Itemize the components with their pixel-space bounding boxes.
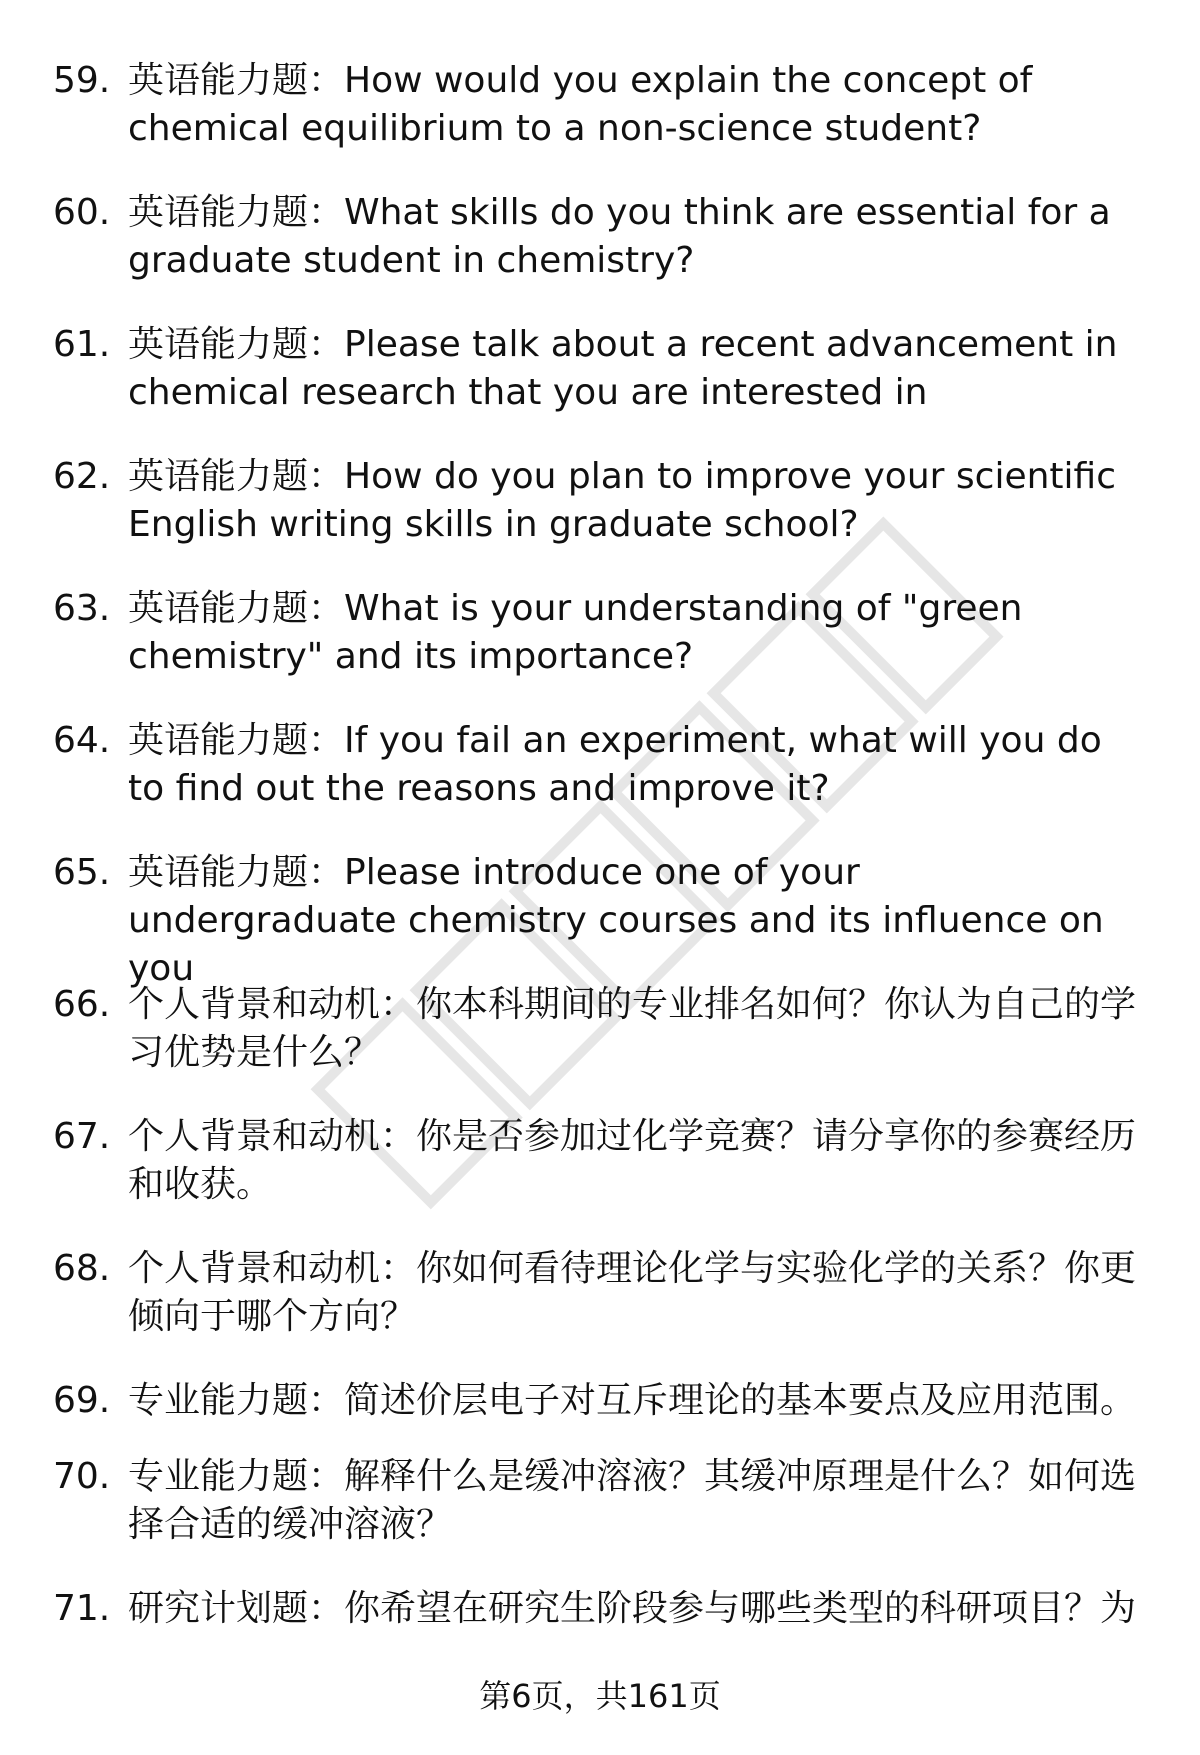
question-number: 67. [53,1116,111,1157]
question-item [0,1377,1200,1453]
question-item [0,1245,1200,1377]
question-number: 70. [53,1456,111,1497]
question-text: 专业能力题：简述价层电子对互斥理论的基本要点及应用范围。 [128,1380,1137,1421]
question-item [0,717,1200,849]
question-number: 62. [53,456,111,497]
question-number: 63. [53,588,111,629]
question-text: 英语能力题：Please talk about a recent advancement in chemical research that you are interested in [128,324,1118,413]
question-item [0,453,1200,585]
question-text: 个人背景和动机：你本科期间的专业排名如何？你认为自己的学习优势是什么？ [128,984,1137,1073]
question-number: 61. [53,324,111,365]
question-list [0,57,1200,1645]
question-text: 英语能力题：What is your understanding of "green chemistry" and its importance? [128,588,1023,677]
question-text: 英语能力题：If you fail an experiment, what will you do to find out the reasons and improve it? [128,720,1102,809]
question-text: 个人背景和动机：你是否参加过化学竞赛？请分享你的参赛经历和收获。 [128,1116,1137,1205]
question-number: 65. [53,852,111,893]
question-text: 英语能力题：How would you explain the concept of chemical equilibrium to a non-science student? [128,60,1033,149]
page-footer: 第6页，共161页 [479,1677,721,1715]
question-number: 59. [53,60,111,101]
question-item [0,585,1200,717]
question-number: 68. [53,1248,111,1289]
question-item [0,57,1200,189]
question-item [0,321,1200,453]
question-item [0,849,1200,989]
question-text: 英语能力题：How do you plan to improve your scientific English writing skills in graduate school? [128,456,1116,545]
question-item [0,1585,1200,1645]
question-text: 英语能力题：Please introduce one of your undergraduate chemistry courses and its influence on you [128,852,1104,989]
question-number: 69. [53,1380,111,1421]
question-number: 60. [53,192,111,233]
question-item [0,981,1200,1113]
question-text: 专业能力题：解释什么是缓冲溶液？其缓冲原理是什么？如何选择合适的缓冲溶液？ [128,1456,1137,1545]
question-number: 71. [53,1588,111,1629]
question-text: 个人背景和动机：你如何看待理论化学与实验化学的关系？你更倾向于哪个方向？ [128,1248,1137,1337]
question-number: 66. [53,984,111,1025]
question-item [0,1453,1200,1585]
question-number: 64. [53,720,111,761]
question-text: 英语能力题：What skills do you think are essential for a graduate student in chemistry? [128,192,1111,281]
question-text: 研究计划题：你希望在研究生阶段参与哪些类型的科研项目？为 [128,1588,1137,1629]
question-item [0,1113,1200,1245]
question-item [0,189,1200,321]
